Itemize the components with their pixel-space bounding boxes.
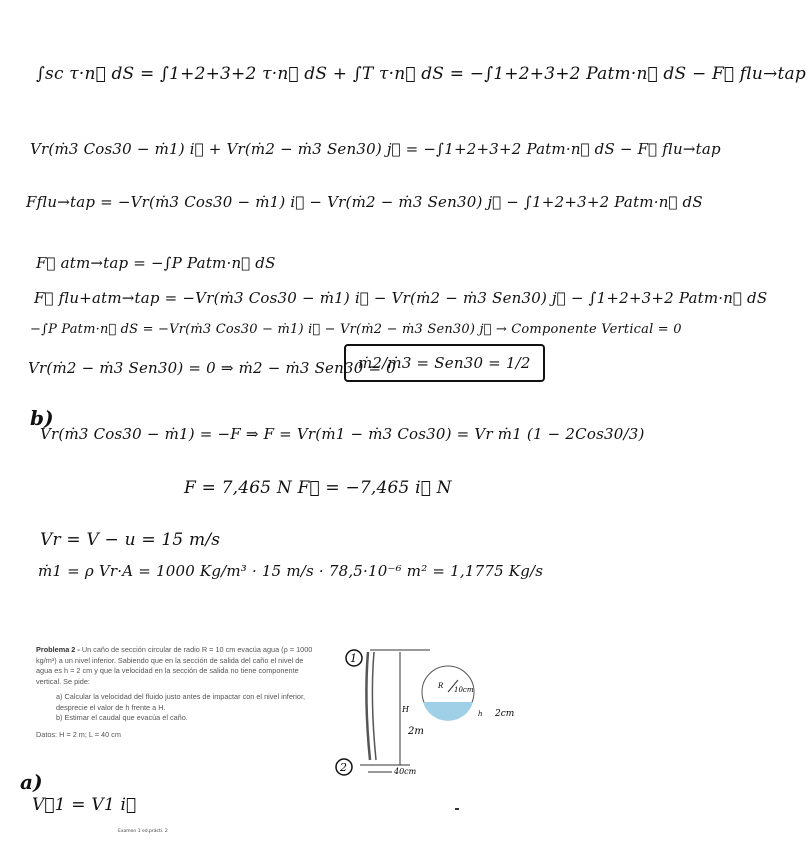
equation-line-8: Vr(ṁ3 Cos30 − ṁ1) = −F ⇒ F = Vr(ṁ1 − ṁ3 Cos30) = Vr ṁ1 (1 − 2Cos30/3) xyxy=(40,425,645,443)
figure-label-40cm: 40cm xyxy=(394,767,417,776)
figure-label-2: 2 xyxy=(340,761,347,774)
equation-line-2: Vr(ṁ3 Cos30 − ṁ1) i⃗ + Vr(ṁ2 − ṁ3 Sen30) j⃗ = −∫1+2+3+2 Patm·n⃗ dS − F⃗ flu→tap xyxy=(30,140,721,158)
part-b-label: b) xyxy=(30,406,54,430)
footer: Examen 1 ed.prácti. 2 xyxy=(118,829,168,834)
boxed-result: ṁ2/ṁ3 = Sen30 = 1/2 xyxy=(344,344,545,382)
figure-label-2cm: 2cm xyxy=(495,709,515,719)
equation-line-3: Fflu→tap = −Vr(ṁ3 Cos30 − ṁ1) i⃗ − Vr(ṁ2 − ṁ3 Sen30) j⃗ − ∫1+2+3+2 Patm·n⃗ dS xyxy=(26,193,703,211)
problem-title: Problema 2 - xyxy=(36,645,80,654)
pipe-figure xyxy=(330,640,520,790)
figure-label-H: H xyxy=(402,705,409,714)
equation-line-6: −∫P Patm·n⃗ dS = −Vr(ṁ3 Cos30 − ṁ1) i⃗ − Vr(ṁ2 − ṁ3 Sen30) j⃗ → Componente Vertical = 0 xyxy=(30,322,682,337)
problem-item-a: a) Calcular la velocidad del fluido justo antes de impactar con el nivel inferior, desprecie el valor de h frente a H. xyxy=(56,692,306,712)
stray-mark xyxy=(455,808,459,810)
equation-line-4: F⃗ atm→tap = −∫P Patm·n⃗ dS xyxy=(36,254,276,272)
problem-item-b: b) Estimar el caudal que evacúa el caño. xyxy=(56,713,188,722)
relative-velocity: Vr = V − u = 15 m/s xyxy=(40,530,221,550)
figure-label-R: R xyxy=(438,682,444,690)
mass-flow: ṁ1 = ρ Vr·A = 1000 Kg/m³ · 15 m/s · 78,5·10⁻⁶ m² = 1,1775 Kg/s xyxy=(38,562,544,580)
velocity-vector: V⃗1 = V1 i⃗ xyxy=(32,795,137,815)
part-a-label: a) xyxy=(20,770,43,794)
figure-label-1: 1 xyxy=(350,652,357,665)
equation-line-5: F⃗ flu+atm→tap = −Vr(ṁ3 Cos30 − ṁ1) i⃗ − Vr(ṁ2 − ṁ3 Sen30) j⃗ − ∫1+2+3+2 Patm·n⃗ dS xyxy=(34,289,768,307)
problem-body: Un caño de sección circular de radio R = 10 cm evacúa agua (ρ = 1000 kg/m³) a un nivel inferior. Sabiendo que en la sección de salida del caño el nivel de agua es h = 2 cm y que la velocidad en la sección de salida no tiene componente vertical. Se pide: xyxy=(36,645,313,686)
figure-label-h: h xyxy=(478,710,483,718)
problem-statement xyxy=(36,645,318,740)
equation-line-1: ∫sc τ·n⃗ dS = ∫1+2+3+2 τ·n⃗ dS + ∫T τ·n⃗ dS = −∫1+2+3+2 Patm·n⃗ dS − F⃗ flu→tap xyxy=(36,64,806,84)
figure-label-2m: 2m xyxy=(408,726,424,737)
equation-line-7: Vr(ṁ2 − ṁ3 Sen30) = 0 ⇒ ṁ2 − ṁ3 Sen30 = 0 xyxy=(28,359,396,377)
force-result: F = 7,465 N F⃗ = −7,465 i⃗ N xyxy=(184,478,452,498)
problem-datos: Datos: H = 2 m; L = 40 cm xyxy=(36,729,121,739)
figure-label-10cm: 10cm xyxy=(454,686,474,694)
